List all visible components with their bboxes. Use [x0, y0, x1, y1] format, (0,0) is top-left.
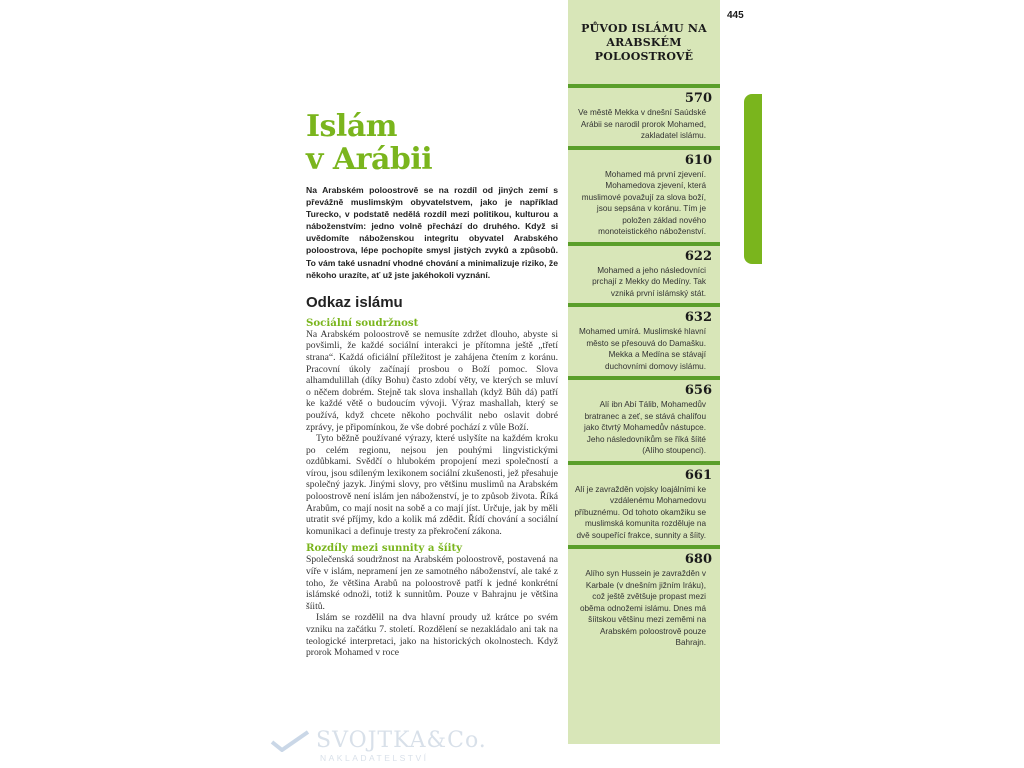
paragraph: Na Arabském poloostrově se nemusíte zdržet dlouho, abyste si povšimli, že každé sociální interakci je přítomna ještě „třetí strana“. Každá oficiální příležitost je zahájena čtením z koránu. Pracovní úkoly začínají prosbou o Boží pomoc. Slova alhamdulillah (díky Bohu) často zdobí věty, ve kterých se mluví o něčem dobrém. Stejně tak slova inshallah (když Bůh dá) patří ke každé větě o budoucím vývoji. Výraz mashallah, který se používá, když chcete někoho pochválit nebo oslavit dobré zprávy, je připomínkou, že vše dobré pochází z vůle Boží.	[306, 328, 558, 433]
page-title	[306, 110, 558, 176]
watermark-name: SVOJTKA&Co.	[316, 728, 487, 753]
timeline-entries	[568, 84, 720, 653]
chapter-tab	[744, 94, 762, 264]
timeline-text: Alího syn Hussein je zavražděn v Karbale (v dnešním jižním Iráku), což ještě zvětšuje propast mezi oběma odnožemi islámu. Dnes má šíitskou většinu mezi zeměmi na Arabském poloostrově pouze Bahrajn.	[579, 569, 706, 647]
title-line-2: v Arábii	[306, 142, 433, 177]
timeline-text: Alí je zavražděn vojsky loajálními ke vzdálenému Mohamedovu příbuznému. Od tohoto okamžiku se muslimská komunita rozděluje na dvě soupeřící frakce, sunnity a šíity.	[574, 484, 706, 540]
paragraph: Islám se rozdělil na dva hlavní proudy už krátce po svém vzniku na začátku 7. století. Rozdělení se nezakládalo ani tak na teologické interpretaci, jako na historických okolnostech. Když prorok Mohamed v roce	[306, 612, 558, 659]
subheading-social-cohesion: Sociální soudržnost	[306, 316, 419, 329]
timeline-year: 610	[684, 152, 712, 168]
publisher-logo-icon	[270, 730, 310, 752]
timeline-text: Alí ibn Abí Tálib, Mohamedův bratranec a zeť, se stává chalífou jako čtvrtý Mohamedův nástupce. Jeho následovníkům se říká šíité (Alího stoupenci).	[584, 400, 706, 455]
timeline-text: Mohamed má první zjevení. Mohamedova zjevení, která muslimové považují za slova boží, jsou sepsána v koránu. Tím je položen základ nového monoteistického náboženství.	[581, 169, 706, 236]
timeline-year: 622	[684, 248, 712, 264]
timeline-sidebar	[568, 0, 720, 744]
paragraph: Společenská soudržnost na Arabském poloostrově, postavená na víře v islám, nepramení jen ze samotného náboženství, ale také z toho, že většina Arabů na poloostrově patří k jedné konkrétní islámské odnoži, totiž k sunnitům. Pouze v Bahrajnu je většina šíitů.	[306, 554, 558, 612]
timeline-entry	[568, 545, 720, 653]
timeline-year: 680	[684, 552, 712, 567]
paragraph: Tyto běžně používané výrazy, které uslyšíte na každém kroku po celém regionu, nejsou jen pouhými lingvistickými ozdůbkami. Svědčí o hlubokém propojení mezi společností a vírou, jsou sdíleným lexikonem sociální zkušenosti, jež přesahuje společný jazyk. Jinými slovy, pro většinu muslimů na Arabském poloostrově není islám jen náboženství, je to způsob života. Říká Arabům, co mají nosit na sobě a co mají jíst. Určuje, jak by měli utratit své příjmy, kdo a kolik má zdědit. Řídí chování a sociální komunikaci a definuje tresty za překročení zákona.	[306, 433, 558, 537]
title-line-1: Islám	[306, 109, 398, 144]
timeline-entry	[568, 303, 720, 376]
page-number: 445	[727, 10, 744, 21]
intro-paragraph: Na Arabském poloostrově se na rozdíl od jiných zemí s převážně muslimským obyvatelstvem, jako je například Turecko, v podstatě nedělá rozdíl mezi politikou, kulturou a náboženstvím: jedno volně přechází do druhého. Když si uvědomíte náboženskou integritu obyvatel Arabského poloostrova, lépe pochopíte smysl jistých zvyků a způsobů. To vám také usnadní vhodné chování a minimalizuje riziko, že někoho urazíte, ať už jste jakéhokoli vyznání.	[306, 185, 558, 280]
timeline-entry	[568, 461, 720, 546]
timeline-year: 661	[684, 467, 712, 483]
timeline-entry	[568, 376, 720, 461]
main-column	[306, 110, 558, 659]
timeline-entry	[568, 146, 720, 242]
timeline-year: 632	[684, 310, 712, 325]
timeline-text: Ve městě Mekka v dnešní Saúdské Arábii se narodil prorok Mohamed, zakladatel islámu.	[578, 108, 706, 140]
timeline-year: 656	[684, 383, 712, 398]
subheading-sunni-shia: Rozdíly mezi sunnity a šíity	[306, 542, 463, 555]
watermark-subtitle: NAKLADATELSTVÍ	[320, 753, 429, 763]
timeline-entry	[568, 242, 720, 304]
timeline-year: 570	[684, 91, 712, 106]
timeline-text: Mohamed a jeho následovníci prchají z Mekky do Medíny. Tak vzniká první islámský stát.	[592, 265, 706, 298]
publisher-watermark	[270, 728, 500, 768]
timeline-text: Mohamed umírá. Muslimské hlavní město se přesouvá do Damašku. Mekka a Medína se stávají duchovními domovy islámu.	[579, 327, 706, 371]
section-heading: Odkaz islámu	[306, 293, 403, 311]
timeline-entry	[568, 84, 720, 146]
timeline-heading: PŮVOD ISLÁMU NA ARABSKÉM POLOOSTROVĚ	[568, 0, 720, 84]
